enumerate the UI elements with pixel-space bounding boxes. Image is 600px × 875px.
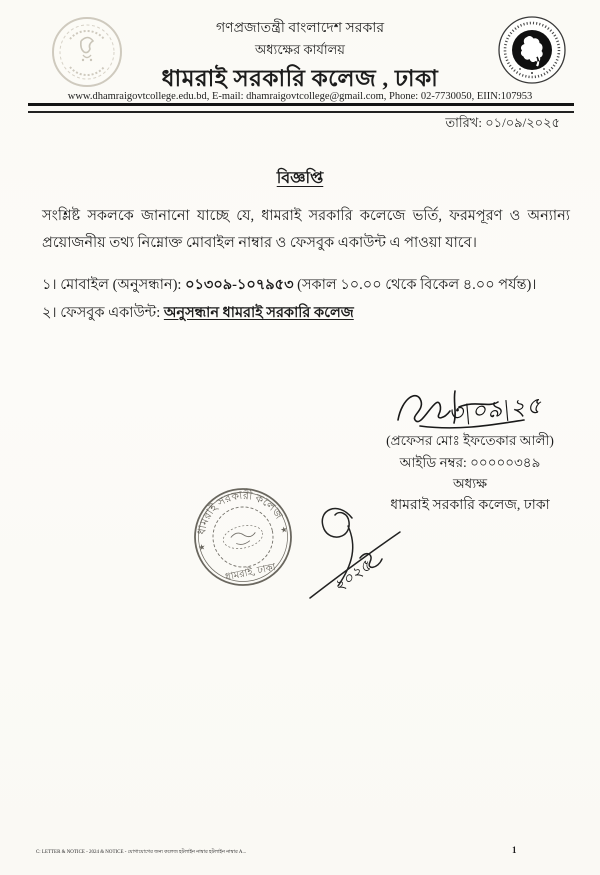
- stamp-star-right: ★: [279, 524, 289, 535]
- contact-line: www.dhamraigovtcollege.edu.bd, E-mail: dhamraigovtcollege@gmail.com, Phone: 02-7730050, EIIN:107953: [67, 91, 533, 102]
- college-name: ধামরাই সরকারি কলেজ , ঢাকা: [161, 66, 439, 92]
- principal-id: আইডি নম্বর: ০০০০০৩৪৯: [399, 454, 541, 470]
- facebook-account-name: অনুসন্ধান ধামরাই সরকারি কলেজ: [163, 305, 354, 321]
- stamp-star-left: ★: [197, 542, 207, 553]
- header-divider: [28, 103, 574, 113]
- stamp-top-text: ধামরাই সরকারী কলেজ: [195, 489, 285, 536]
- list-item-prefix: ১। মোবাইল (অনুসন্ধান):: [42, 277, 186, 293]
- handwritten-year: ২০২৫: [330, 557, 375, 596]
- letterhead: [110, 20, 490, 94]
- list-item-suffix: (সকাল ১০.০০ থেকে বিকেল ৪.০০ পর্যন্ত)।: [293, 277, 537, 293]
- round-stamp-icon: [181, 475, 304, 598]
- list-item-mobile: [42, 274, 582, 298]
- stamp-bottom-text: ধামরাই, ঢাকা: [224, 562, 277, 584]
- list-item-prefix: ২। ফেসবুক একাউন্ট:: [42, 305, 164, 321]
- bangladesh-map-emblem-icon: [497, 15, 567, 85]
- principal-name: (প্রফেসর মোঃ ইফতেকার আলী): [386, 433, 554, 448]
- list-item-facebook: [42, 302, 582, 326]
- principal-institution: ধামরাই সরকারি কলেজ, ঢাকা: [390, 497, 550, 513]
- mobile-number: ০১৩০৯-১০৭৯৫৩: [185, 277, 294, 293]
- date-line: তারিখ: ০১/০৯/২০২৫: [445, 115, 560, 130]
- office-line: অধ্যক্ষের কার্যালয়: [255, 41, 345, 57]
- notice-title-wrap: [0, 165, 600, 192]
- notice-body: সংশ্লিষ্ট সকলকে জানানো যাচ্ছে যে, ধামরাই সরকারি কলেজে ভর্তি, ফরমপূরণ ও অন্যান্য প্রয়োজনীয় তথ্য নিম্নোক্ত মোবাইল নাম্বার ও ফেসবুক একাউন্ট এ পাওয়া যাবে।: [42, 208, 570, 251]
- notice-title: বিজ্ঞপ্তি: [276, 170, 324, 187]
- page-number: 1: [512, 845, 517, 855]
- principal-designation: অধ্যক্ষ: [452, 476, 488, 492]
- government-line: গণপ্রজাতন্ত্রী বাংলাদেশ সরকার: [215, 21, 385, 36]
- handwritten-date: ৩|০৯|২৫: [447, 392, 544, 427]
- footer-file-path: C: LETTER & NOTICE - 2024 & NOTICE - যোগাযোগের জন্য কলেজ হটলাইন নাম্বার হটলাইন নাম্বার A...: [36, 848, 247, 855]
